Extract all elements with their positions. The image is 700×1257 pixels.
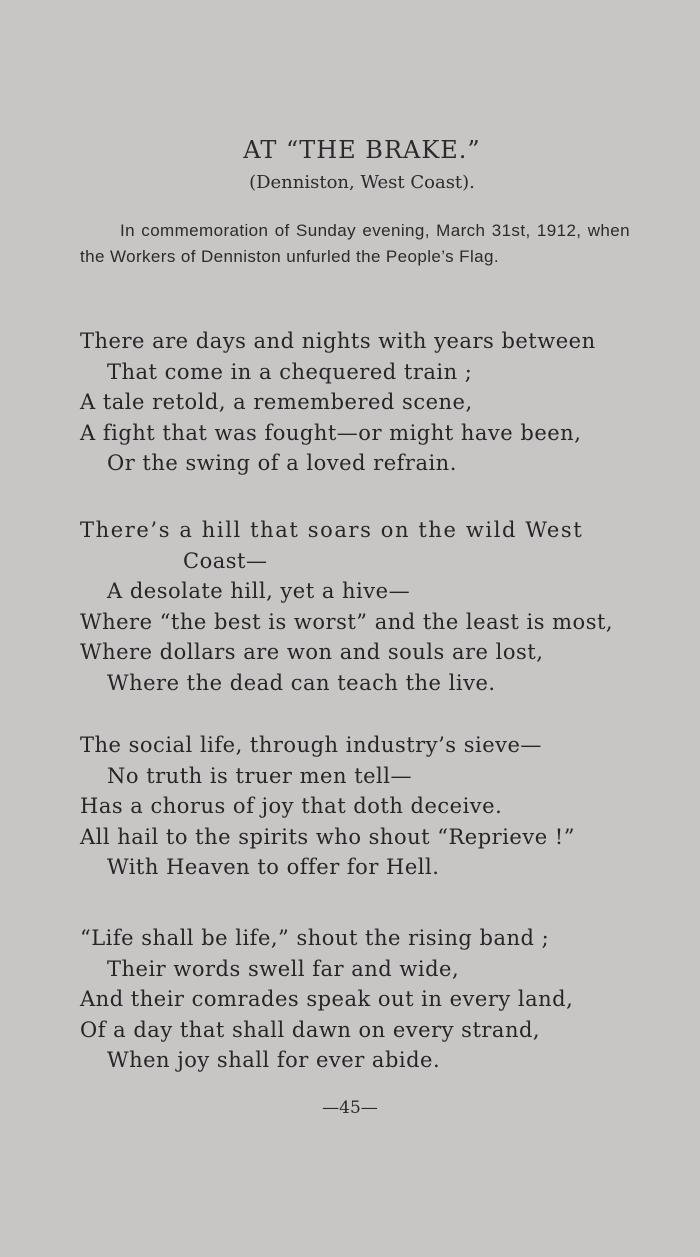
verse-line: A tale retold, a remembered scene, bbox=[80, 390, 473, 414]
poem-subtitle: (Denniston, West Coast). bbox=[249, 172, 475, 193]
verse-line: When joy shall for ever abide. bbox=[107, 1048, 441, 1072]
page-number: —45— bbox=[322, 1098, 378, 1118]
verse-line: Coast— bbox=[183, 548, 268, 573]
verse-line: Or the swing of a loved refrain. bbox=[107, 451, 457, 475]
stanza-4 bbox=[80, 923, 640, 1076]
verse-line: Of a day that shall dawn on every strand, bbox=[80, 1017, 541, 1042]
verse-line: A desolate hill, yet a hive— bbox=[107, 579, 411, 603]
verse-line: Where the dead can teach the live. bbox=[107, 670, 496, 695]
verse-line: All hail to the spirits who shout “Reprieve !” bbox=[80, 824, 575, 849]
stanza-1 bbox=[80, 326, 640, 479]
verse-line: “Life shall be life,” shout the rising band ; bbox=[80, 926, 550, 950]
verse-line: Has a chorus of joy that doth deceive. bbox=[80, 794, 503, 818]
verse-line: There are days and nights with years between bbox=[80, 329, 596, 353]
verse-line: With Heaven to offer for Hell. bbox=[107, 855, 440, 879]
verse-line: Where “the best is worst” and the least is most, bbox=[80, 609, 614, 634]
poem-title: AT “THE BRAKE.” bbox=[243, 136, 481, 164]
verse-line: Their words swell far and wide, bbox=[107, 956, 460, 981]
verse-line: There’s a hill that soars on the wild West bbox=[80, 518, 584, 542]
verse-line: A fight that was fought—or might have been, bbox=[80, 420, 582, 445]
verse-line: No truth is truer men tell— bbox=[107, 763, 412, 788]
stanza-2 bbox=[80, 515, 640, 698]
verse-line: And their comrades speak out in every land, bbox=[80, 987, 574, 1011]
verse-line: That come in a chequered train ; bbox=[107, 359, 473, 384]
verse-line: Where dollars are won and souls are lost, bbox=[80, 640, 544, 664]
dedication-paragraph: In commemoration of Sunday evening, March 31st, 1912, when the Workers of Denniston unfurled the People’s Flag. bbox=[80, 221, 630, 266]
stanza-3 bbox=[80, 730, 640, 883]
verse-line: The social life, through industry’s sieve— bbox=[80, 733, 542, 757]
